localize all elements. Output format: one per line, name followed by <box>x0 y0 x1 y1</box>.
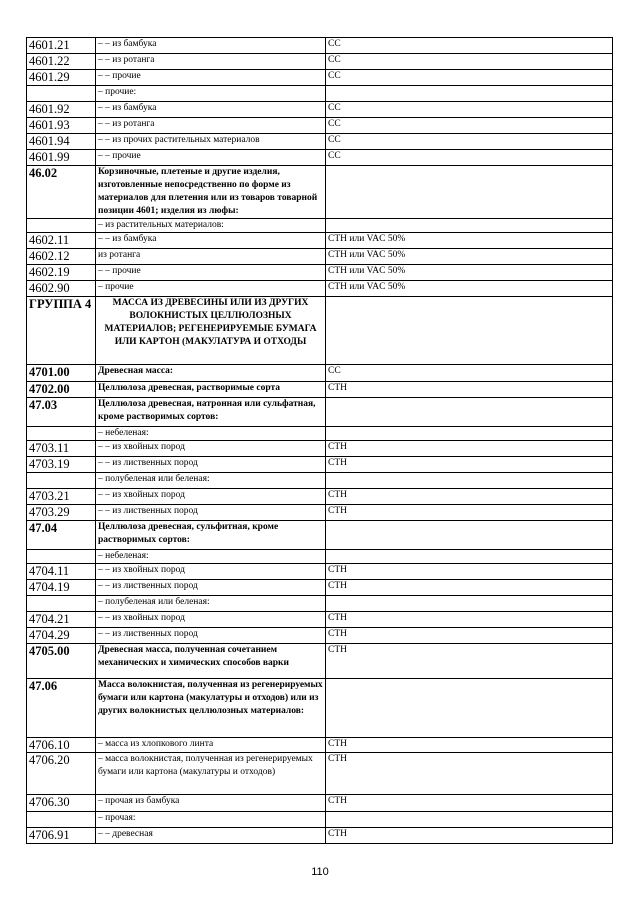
description-cell: – – древесная <box>96 828 326 844</box>
requirement-cell: СТН <box>326 612 613 628</box>
description-cell: Целлюлоза древесная, растворимые сорта <box>96 382 326 398</box>
requirement-cell: СТН <box>326 795 613 812</box>
table-row <box>27 54 613 70</box>
requirement-cell: СС <box>326 150 613 166</box>
description-cell: – масса волокнистая, полученная из регенерируемых бумаги или картона (макулатуры и отходов) <box>96 753 326 795</box>
requirement-cell: СС <box>326 54 613 70</box>
requirement-cell: СТН <box>326 738 613 753</box>
description-cell: – – из ротанга <box>96 118 326 134</box>
table-row <box>27 457 613 473</box>
code-cell: 4602.12 <box>27 249 96 265</box>
code-cell: 4704.21 <box>27 612 96 628</box>
code-cell: 4706.30 <box>27 795 96 812</box>
description-cell: – полубеленая или беленая: <box>96 596 326 612</box>
code-cell: 4601.22 <box>27 54 96 70</box>
description-cell: – из растительных материалов: <box>96 219 326 233</box>
table-row <box>27 828 613 844</box>
requirement-cell <box>326 86 613 102</box>
requirement-cell <box>326 596 613 612</box>
description-cell: – – из хвойных пород <box>96 489 326 505</box>
requirement-cell: СТН <box>326 457 613 473</box>
table-row <box>27 441 613 457</box>
table-row <box>27 233 613 249</box>
description-cell: МАССА ИЗ ДРЕВЕСИНЫ ИЛИ ИЗ ДРУГИХ ВОЛОКНИСТЫХ ЦЕЛЛЮЛОЗНЫХ МАТЕРИАЛОВ; РЕГЕНЕРИРУЕМЫЕ БУМАГА ИЛИ КАРТОН (МАКУЛАТУРА И ОТХОДЫ <box>96 297 326 365</box>
table-row <box>27 612 613 628</box>
description-cell: Целлюлоза древесная, натронная или сульфатная, кроме растворимых сортов: <box>96 398 326 427</box>
table-row <box>27 679 613 738</box>
code-cell <box>27 86 96 102</box>
code-cell: 4602.19 <box>27 265 96 281</box>
requirement-cell <box>326 219 613 233</box>
requirement-cell: СТН <box>326 828 613 844</box>
description-cell: Корзиночные, плетеные и другие изделия, изготовленные непосредственно по форме из материалов для плетения или из товаров товарной позиции 4601; изделия из люфы: <box>96 166 326 219</box>
table-row <box>27 644 613 679</box>
requirement-cell: СТН или VAC 50% <box>326 281 613 297</box>
table-row <box>27 550 613 564</box>
table-row <box>27 365 613 382</box>
requirement-cell <box>326 297 613 365</box>
table-row <box>27 219 613 233</box>
table-row <box>27 102 613 118</box>
requirement-cell: СС <box>326 118 613 134</box>
table-row <box>27 281 613 297</box>
code-cell <box>27 596 96 612</box>
table-row <box>27 249 613 265</box>
code-cell: 4703.21 <box>27 489 96 505</box>
table-row <box>27 596 613 612</box>
description-cell: – – из лиственных пород <box>96 457 326 473</box>
description-cell: – небеленая: <box>96 427 326 441</box>
description-cell: – – из хвойных пород <box>96 612 326 628</box>
table-row <box>27 398 613 427</box>
description-cell: – масса из хлопкового линта <box>96 738 326 753</box>
requirement-cell: СТН <box>326 628 613 644</box>
requirement-cell <box>326 679 613 738</box>
requirement-cell: СТН или VAC 50% <box>326 265 613 281</box>
table-row <box>27 580 613 596</box>
page-number: 110 <box>311 866 329 878</box>
table-row <box>27 297 613 365</box>
table-row <box>27 628 613 644</box>
description-cell: – прочая из бамбука <box>96 795 326 812</box>
code-cell: 46.02 <box>27 166 96 219</box>
requirement-cell: СТН <box>326 644 613 679</box>
description-cell: Древесная масса: <box>96 365 326 382</box>
table-row <box>27 521 613 550</box>
code-cell <box>27 812 96 828</box>
table-row <box>27 427 613 441</box>
requirement-cell <box>326 398 613 427</box>
table-row <box>27 812 613 828</box>
requirement-cell: СТН или VAC 50% <box>326 249 613 265</box>
description-cell: – – из лиственных пород <box>96 628 326 644</box>
code-cell: 4703.29 <box>27 505 96 521</box>
code-cell: 4704.11 <box>27 564 96 580</box>
description-cell: – прочие: <box>96 86 326 102</box>
code-cell: 4601.92 <box>27 102 96 118</box>
code-cell: 4602.90 <box>27 281 96 297</box>
code-cell: 47.04 <box>27 521 96 550</box>
requirement-cell <box>326 550 613 564</box>
code-cell: 47.03 <box>27 398 96 427</box>
code-cell: 4706.20 <box>27 753 96 795</box>
description-cell: Целлюлоза древесная, сульфитная, кроме растворимых сортов: <box>96 521 326 550</box>
requirement-cell: СС <box>326 38 613 54</box>
code-cell: 4703.19 <box>27 457 96 473</box>
table-row <box>27 382 613 398</box>
description-cell: из ротанга <box>96 249 326 265</box>
table-row <box>27 38 613 54</box>
requirement-cell: СТН <box>326 505 613 521</box>
hs-code-table <box>26 37 613 844</box>
requirement-cell: СС <box>326 102 613 118</box>
description-cell: – – из лиственных пород <box>96 505 326 521</box>
description-cell: – – из лиственных пород <box>96 580 326 596</box>
code-cell: 47.06 <box>27 679 96 738</box>
code-cell: 4706.91 <box>27 828 96 844</box>
requirement-cell: СС <box>326 70 613 86</box>
code-cell: 4703.11 <box>27 441 96 457</box>
table-row <box>27 489 613 505</box>
requirement-cell: СТН <box>326 382 613 398</box>
requirement-cell: СС <box>326 365 613 382</box>
description-cell: – – прочие <box>96 70 326 86</box>
description-cell: – – из бамбука <box>96 38 326 54</box>
table-row <box>27 118 613 134</box>
requirement-cell <box>326 812 613 828</box>
requirement-cell: СТН <box>326 580 613 596</box>
table-row <box>27 70 613 86</box>
requirement-cell <box>326 473 613 489</box>
code-cell <box>27 427 96 441</box>
code-cell: 4602.11 <box>27 233 96 249</box>
code-cell <box>27 473 96 489</box>
requirement-cell: СТН <box>326 753 613 795</box>
description-cell: – – прочие <box>96 150 326 166</box>
requirement-cell: СС <box>326 134 613 150</box>
code-cell: ГРУППА 4 <box>27 297 96 365</box>
description-cell: – – из ротанга <box>96 54 326 70</box>
code-cell <box>27 219 96 233</box>
code-cell: 4705.00 <box>27 644 96 679</box>
description-cell: – прочая: <box>96 812 326 828</box>
table-row <box>27 753 613 795</box>
description-cell: – – из бамбука <box>96 102 326 118</box>
description-cell: – – из хвойных пород <box>96 441 326 457</box>
description-cell: – полубеленая или беленая: <box>96 473 326 489</box>
code-cell: 4601.93 <box>27 118 96 134</box>
code-cell: 4701.00 <box>27 365 96 382</box>
requirement-cell: СТН <box>326 489 613 505</box>
requirement-cell: СТН <box>326 441 613 457</box>
requirement-cell: СТН <box>326 564 613 580</box>
requirement-cell <box>326 521 613 550</box>
code-cell: 4601.99 <box>27 150 96 166</box>
requirement-cell <box>326 427 613 441</box>
table-row <box>27 134 613 150</box>
description-cell: – – из прочих растительных материалов <box>96 134 326 150</box>
code-cell <box>27 550 96 564</box>
table-row <box>27 473 613 489</box>
description-cell: Масса волокнистая, полученная из регенерируемых бумаги или картона (макулатуры и отходов) или из других волокнистых целлюлозных материалов: <box>96 679 326 738</box>
requirement-cell <box>326 166 613 219</box>
code-cell: 4706.10 <box>27 738 96 753</box>
code-cell: 4704.29 <box>27 628 96 644</box>
description-cell: – прочие <box>96 281 326 297</box>
requirement-cell: СТН или VAC 50% <box>326 233 613 249</box>
table-row <box>27 166 613 219</box>
description-cell: Древесная масса, полученная сочетанием механических и химических способов варки <box>96 644 326 679</box>
code-cell: 4601.94 <box>27 134 96 150</box>
description-cell: – – прочие <box>96 265 326 281</box>
description-cell: – – из хвойных пород <box>96 564 326 580</box>
code-cell: 4704.19 <box>27 580 96 596</box>
code-cell: 4702.00 <box>27 382 96 398</box>
code-cell: 4601.29 <box>27 70 96 86</box>
table-row <box>27 505 613 521</box>
table-row <box>27 86 613 102</box>
table-body <box>27 38 613 844</box>
table-row <box>27 795 613 812</box>
table-row <box>27 738 613 753</box>
description-cell: – небеленая: <box>96 550 326 564</box>
table-row <box>27 265 613 281</box>
description-cell: – – из бамбука <box>96 233 326 249</box>
code-cell: 4601.21 <box>27 38 96 54</box>
table-row <box>27 150 613 166</box>
table-row <box>27 564 613 580</box>
